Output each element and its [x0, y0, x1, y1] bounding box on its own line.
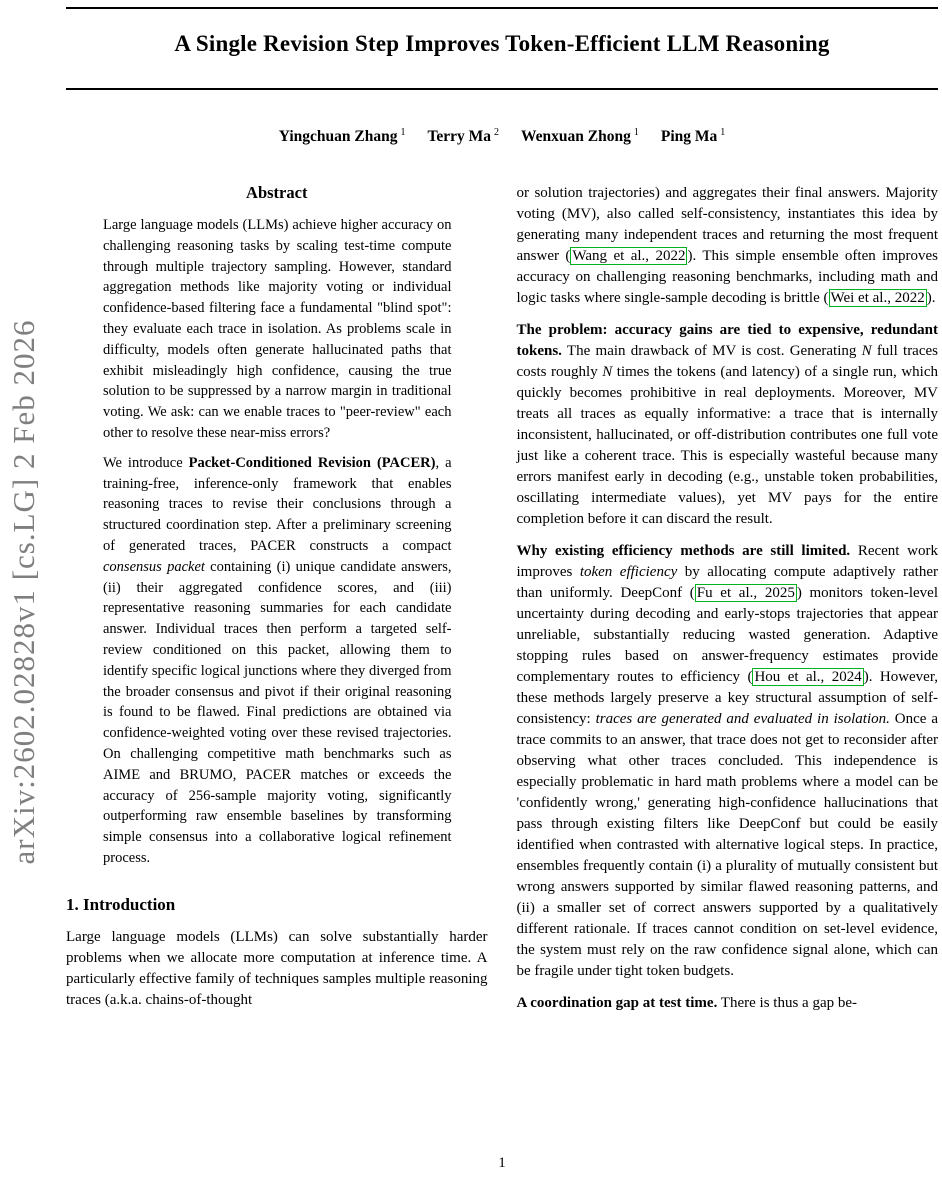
paragraph: [66, 927, 488, 1011]
text-run: Recent work improves: [516, 543, 938, 580]
text-run: ). This simple ensemble often improves accuracy on challenging reasoning benchmarks, including math and logic tasks where single-sample decoding is brittle (: [516, 248, 939, 306]
paper-title: A Single Revision Step Improves Token-Efficient LLM Reasoning: [174, 31, 830, 56]
text-run: The main drawback of MV is cost. Generating: [561, 343, 862, 359]
author-name: Yingchuan Zhang $^1$: [278, 127, 406, 146]
italic-run: traces are generated and evaluated in isolation.: [595, 711, 890, 727]
paragraph: [103, 453, 452, 869]
author-name: Ping Ma $^1$: [660, 127, 726, 146]
abstract-section: [66, 183, 488, 869]
abstract-body: [66, 215, 488, 869]
citation-link[interactable]: Wei et al., 2022: [830, 290, 925, 306]
paragraph: [517, 183, 939, 309]
page-number: 1: [498, 1155, 506, 1171]
abstract-heading: Abstract: [246, 183, 308, 202]
author-affiliation-mark: 2: [494, 127, 500, 138]
italic-run: consensus packet: [103, 558, 205, 575]
left-column: [66, 183, 488, 1020]
text-run: containing (i) unique candidate answers, (ii) their aggregated confidence scores, and (iii) representative reasoning summaries for each candidate answer. Individual traces then perform a targeted self-review conditioned on this packet, allowing them to identify specific logical junctions where they diverged from the broader consensus and pivot if their original reasoning is found to be flawed. Final predictions are obtained via confidence-weighted voting over these revised trajectories. On challenging competitive math benchmarks such as AIME and BRUMO, PACER matches or exceeds the accuracy of 256-sample majority voting, significantly outperforming raw ensemble baselines by transforming simple consensus into a collaborative logical refinement process.: [103, 558, 452, 866]
text-run: full traces costs roughly: [516, 343, 938, 380]
author-name: Wenxuan Zhong $^1$: [521, 127, 639, 146]
text-run: Large language models (LLMs) achieve higher accuracy on challenging reasoning tasks by scaling test-time compute through multiple trajectory sampling. However, standard aggregation methods like majority voting or individual confidence-based filtering face a fundamental "blind spot": they evaluate each trace in isolation. As problems scale in difficulty, models often generate hallucinated paths that exhibit misleadingly high confidence, causing the true solution to be suppressed by a narrow margin in traditional voting. We ask: can we enable traces to "peer-review" each other to resolve these near-miss errors?: [103, 217, 452, 441]
citation-link[interactable]: Fu et al., 2025: [696, 585, 795, 601]
paragraph: [517, 541, 939, 982]
text-run: ) monitors token-level uncertainty during decoding and early-stops trajectories that appear unreliable, substantially reducing wasted generation. Adaptive stopping rules based on answer-frequency estimates provide complementary routes to efficiency (: [516, 585, 938, 685]
bold-run: The problem: accuracy gains are tied to expensive, redundant tokens.: [516, 322, 938, 359]
paragraph: [517, 320, 939, 530]
text-run: Large language models (LLMs) can solve substantially harder problems when we allocate more computation at inference time. A particularly effective family of techniques samples multiple reasoning traces (a.k.a. chains-of-thought: [66, 928, 488, 1008]
two-column-body: [66, 183, 938, 1020]
text-run: Once a trace commits to an answer, that trace does not get to reconsider after observing what other traces concluded. This independence is especially problematic in hard math problems where a model can be 'confidently wrong,' generating high-confidence hallucinations that pass through existing filters like DeepConf but could be easily identified when contrasted with alternative logical steps. In practice, ensembles frequently contain (i) a plurality of mutually consistent but wrong answers supported by similar flawed reasoning patterns, and (ii) a smaller set of correct answers supported by a qualitatively different rationale. If traces cannot condition on set-level evidence, the system must rely on the raw confidence signal alone, which can be fragile under tight token budgets.: [516, 711, 939, 979]
text-run: or solution trajectories) and aggregates their final answers. Majority voting (MV), also called self-consistency, instantiates this idea by generating many independent traces and returning the most frequent answer (: [516, 185, 938, 264]
text-run: We introduce: [103, 454, 189, 471]
bold-run: Why existing efficiency methods are still limited.: [516, 543, 851, 559]
author-line: [66, 127, 938, 146]
italic-run: N: [602, 364, 613, 380]
citation-link[interactable]: Hou et al., 2024: [754, 669, 862, 685]
title-rule: [66, 88, 938, 90]
page-content: [66, 0, 938, 1200]
citation-link[interactable]: Wang et al., 2022: [572, 248, 686, 264]
bold-run: A coordination gap at test time.: [516, 995, 718, 1011]
top-rule: [66, 7, 938, 9]
arxiv-watermark: arXiv:2602.02828v1 [cs.LG] 2 Feb 2026: [6, 319, 41, 865]
italic-run: token efficiency: [579, 564, 678, 580]
author-affiliation-mark: 1: [633, 127, 639, 138]
paragraph: [103, 215, 452, 444]
author-affiliation-mark: 1: [720, 127, 726, 138]
introduction-body: [66, 927, 488, 1011]
text-run: ). However, these methods largely preserve a key structural assumption of self-consistency:: [516, 669, 938, 727]
right-column: [517, 183, 939, 1020]
author-affiliation-mark: 1: [400, 127, 406, 138]
text-run: times the tokens (and latency) of a single run, which quickly becomes prohibitive in real deployments. Moreover, MV treats all traces as equally informative: a trace that is internally inconsistent, hallucinated, or off-distribution contributes one full vote just like a coherent trace. This is especially wasteful because many errors manifest early in decoding (e.g., unstable token probabilities, oscillating intermediate values), yet MV pays for the entire completion before it can discard the result.: [516, 364, 938, 527]
text-run: , a training-free, inference-only framework that enables reasoning traces to revise their conclusions through a structured coordination step. After a preliminary screening of generated traces, PACER constructs a compact: [103, 454, 452, 554]
text-run: by allocating compute adaptively rather than uniformly. DeepConf (: [516, 564, 938, 601]
section-heading-introduction: 1. Introduction: [66, 894, 176, 914]
text-run: ).: [926, 290, 936, 306]
author-name: Terry Ma $^2$: [427, 127, 500, 146]
italic-run: N: [861, 343, 872, 359]
paragraph: [517, 993, 939, 1014]
text-run: There is thus a gap be-: [717, 995, 858, 1011]
bold-run: Packet-Conditioned Revision (PACER): [188, 454, 436, 471]
